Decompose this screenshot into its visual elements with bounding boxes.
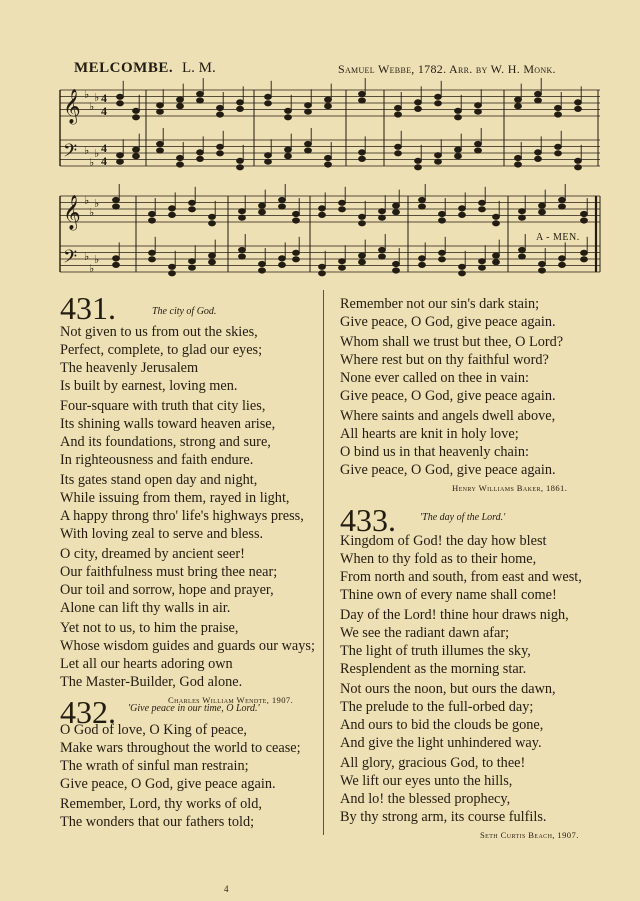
note-head xyxy=(575,100,582,105)
note-head xyxy=(265,94,272,99)
note-head xyxy=(439,250,446,255)
note-head xyxy=(435,153,442,158)
note-head xyxy=(325,162,332,167)
note-head xyxy=(415,106,422,111)
note-head xyxy=(157,141,164,146)
note-head xyxy=(305,103,312,108)
hymn-line: Where saints and angels dwell above, xyxy=(340,408,556,424)
note-head xyxy=(237,158,244,163)
note-head xyxy=(189,265,196,270)
hymn-line: The wrath of sinful man restrain; xyxy=(60,758,249,774)
note-head xyxy=(319,206,326,211)
note-head xyxy=(459,271,466,276)
hymn-line: Its shining walls toward heaven arise, xyxy=(60,416,276,432)
hymn-line: All glory, gracious God, to thee! xyxy=(340,755,526,771)
note-head xyxy=(395,144,402,149)
note-head xyxy=(117,153,124,158)
hymn-line: In righteousness and faith endure. xyxy=(60,452,254,468)
note-head xyxy=(379,247,386,252)
flat-sign-icon: ♭ xyxy=(94,92,100,104)
note-head xyxy=(197,150,204,155)
note-head xyxy=(475,141,482,146)
flat-sign-icon: ♭ xyxy=(94,148,100,160)
note-head xyxy=(519,247,526,252)
note-head xyxy=(285,115,292,120)
note-head xyxy=(279,256,286,261)
note-head xyxy=(535,150,542,155)
note-head xyxy=(197,156,204,161)
note-head xyxy=(581,211,588,216)
flat-sign-icon: ♭ xyxy=(94,198,100,210)
hymn-line: While issuing from them, rayed in light, xyxy=(60,490,290,506)
note-head xyxy=(539,210,546,215)
hymn-line: We see the radiant dawn afar; xyxy=(340,625,510,641)
note-head xyxy=(519,215,526,220)
hymn-line: Whom shall we trust but thee, O Lord? xyxy=(340,334,564,350)
note-head xyxy=(117,94,124,99)
note-head xyxy=(339,259,346,264)
hymn-line: Day of the Lord! thine hour draws nigh, xyxy=(340,607,569,623)
hymn-line: The prelude to the full-orbed day; xyxy=(340,699,534,715)
hymn-line: And give the light unhindered way. xyxy=(340,735,542,751)
note-head xyxy=(217,144,224,149)
note-head xyxy=(415,158,422,163)
hymn-line: Thine own of every name shall come! xyxy=(340,587,557,603)
note-head xyxy=(493,253,500,258)
note-head xyxy=(419,204,426,209)
meter: L. M. xyxy=(182,60,216,76)
note-head xyxy=(209,260,216,265)
hymn-line: Not ours the noon, but ours the dawn, xyxy=(340,681,556,697)
hymn-line: None ever called on thee in vain: xyxy=(340,370,529,386)
note-head xyxy=(393,261,400,266)
bass-clef-icon: 𝄢 xyxy=(63,141,78,166)
note-head xyxy=(217,112,224,117)
column-divider xyxy=(323,290,324,835)
note-head xyxy=(339,265,346,270)
note-head xyxy=(319,264,326,269)
amen-label: A - MEN. xyxy=(536,232,580,243)
note-head xyxy=(415,165,422,170)
note-head xyxy=(279,262,286,267)
hymn-line: Make wars throughout the world to cease; xyxy=(60,740,301,756)
note-head xyxy=(455,108,462,113)
hymn-author-431: Charles William Wendte, 1907. xyxy=(168,695,294,705)
note-head xyxy=(515,155,522,160)
note-head xyxy=(359,98,366,103)
hymn-line: O city, dreamed by ancient seer! xyxy=(60,546,245,562)
hymn-line: Alone can lift thy walls in air. xyxy=(60,600,231,616)
note-head xyxy=(359,156,366,161)
note-head xyxy=(279,204,286,209)
note-head xyxy=(239,209,246,214)
note-head xyxy=(325,155,332,160)
hymn-line: By thy strong arm, its course fulfils. xyxy=(340,809,547,825)
flat-sign-icon: ♭ xyxy=(94,254,100,266)
note-head xyxy=(515,162,522,167)
note-head xyxy=(239,254,246,259)
note-head xyxy=(475,109,482,114)
hymn-number-433: 433. xyxy=(340,502,396,538)
note-head xyxy=(117,101,124,106)
note-head xyxy=(539,203,546,208)
note-head xyxy=(415,100,422,105)
note-head xyxy=(419,197,426,202)
hymn-line: Let all our hearts adoring own xyxy=(60,656,233,672)
hymn-line: With loving zeal to serve and bless. xyxy=(60,526,264,542)
hymn-title-433: 'The day of the Lord.' xyxy=(420,512,506,523)
note-head xyxy=(209,221,216,226)
hymn-line: When to thy fold as to their home, xyxy=(340,551,537,567)
note-head xyxy=(177,162,184,167)
note-head xyxy=(575,158,582,163)
hymn-line: O bind us in that heavenly chain: xyxy=(340,444,529,460)
hymn-line: Perfect, complete, to glad our eyes; xyxy=(60,342,263,358)
note-head xyxy=(285,147,292,152)
note-head xyxy=(519,254,526,259)
note-head xyxy=(359,150,366,155)
note-head xyxy=(305,148,312,153)
note-head xyxy=(293,257,300,262)
composer-credit: Samuel Webbe, 1782. Arr. by W. H. Monk. xyxy=(338,62,556,76)
note-head xyxy=(157,103,164,108)
note-head xyxy=(133,115,140,120)
hymn-line: Four-square with truth that city lies, xyxy=(60,398,266,414)
note-head xyxy=(459,264,466,269)
note-head xyxy=(575,106,582,111)
note-head xyxy=(217,105,224,110)
note-head xyxy=(479,259,486,264)
note-head xyxy=(455,147,462,152)
hymn-number-432: 432. xyxy=(60,694,116,730)
hymn-author-433: Seth Curtis Beach, 1907. xyxy=(480,830,579,840)
hymn-line: Remember, Lord, thy works of old, xyxy=(60,796,262,812)
note-head xyxy=(305,141,312,146)
note-head xyxy=(479,265,486,270)
note-head xyxy=(149,211,156,216)
note-head xyxy=(493,260,500,265)
hymn-line: The Master-Builder, God alone. xyxy=(60,674,243,690)
hymn-line: Give peace, O God, give peace again. xyxy=(340,314,556,330)
note-head xyxy=(217,151,224,156)
flat-sign-icon: ♭ xyxy=(84,251,90,263)
hymn-line: Where rest but on thy faithful word? xyxy=(340,352,549,368)
note-head xyxy=(177,97,184,102)
hymn-line: Give peace, O God, give peace again. xyxy=(340,462,556,478)
note-head xyxy=(149,218,156,223)
note-head xyxy=(359,221,366,226)
note-head xyxy=(209,253,216,258)
note-head xyxy=(479,207,486,212)
note-head xyxy=(535,156,542,161)
note-head xyxy=(157,109,164,114)
note-head xyxy=(539,261,546,266)
note-head xyxy=(265,153,272,158)
note-head xyxy=(379,215,386,220)
flat-sign-icon: ♭ xyxy=(89,263,95,275)
note-head xyxy=(239,215,246,220)
page-number: 4 xyxy=(224,884,229,894)
note-head xyxy=(559,256,566,261)
note-head xyxy=(169,206,176,211)
treble-clef-icon: 𝄞 xyxy=(63,89,81,124)
note-head xyxy=(209,214,216,219)
note-head xyxy=(581,250,588,255)
note-head xyxy=(555,144,562,149)
note-head xyxy=(581,218,588,223)
flat-sign-icon: ♭ xyxy=(89,207,95,219)
note-head xyxy=(555,151,562,156)
note-head xyxy=(133,108,140,113)
note-head xyxy=(515,97,522,102)
note-head xyxy=(113,262,120,267)
hymn-line: And ours to bid the clouds be gone, xyxy=(340,717,544,733)
note-head xyxy=(237,106,244,111)
note-head xyxy=(259,268,266,273)
hymn-line: Give peace, O God, give peace again. xyxy=(340,388,556,404)
note-head xyxy=(113,204,120,209)
hymn-line: Give peace, O God, give peace again. xyxy=(60,776,276,792)
note-head xyxy=(393,203,400,208)
hymn-line: Whose wisdom guides and guards our ways; xyxy=(60,638,315,654)
note-head xyxy=(265,101,272,106)
note-head xyxy=(393,268,400,273)
note-head xyxy=(439,257,446,262)
note-head xyxy=(519,209,526,214)
note-head xyxy=(419,256,426,261)
flat-sign-icon: ♭ xyxy=(89,157,95,169)
note-head xyxy=(359,91,366,96)
hymn-line: All hearts are knit in holy love; xyxy=(340,426,519,442)
note-head xyxy=(265,159,272,164)
hymn-line: Resplendent as the morning star. xyxy=(340,661,527,677)
flat-sign-icon: ♭ xyxy=(84,195,90,207)
note-head xyxy=(395,151,402,156)
note-head xyxy=(305,109,312,114)
note-head xyxy=(379,254,386,259)
music-score xyxy=(56,78,604,296)
note-head xyxy=(559,204,566,209)
treble-clef-icon: 𝄞 xyxy=(63,195,81,230)
hymn-line: We lift our eyes unto the hills, xyxy=(340,773,513,789)
hymn-title-432: 'Give peace in our time, O Lord.' xyxy=(128,703,260,714)
note-head xyxy=(575,165,582,170)
hymn-line: Is built by earnest, loving men. xyxy=(60,378,238,394)
hymn-line: Not given to us from out the skies, xyxy=(60,324,258,340)
note-head xyxy=(149,257,156,262)
note-head xyxy=(339,200,346,205)
hymn-line: From north and south, from east and west, xyxy=(340,569,582,585)
flat-sign-icon: ♭ xyxy=(84,145,90,157)
note-head xyxy=(133,147,140,152)
note-head xyxy=(117,159,124,164)
note-head xyxy=(455,154,462,159)
hymn-line: And lo! the blessed prophecy, xyxy=(340,791,511,807)
note-head xyxy=(113,197,120,202)
note-head xyxy=(555,112,562,117)
note-head xyxy=(555,105,562,110)
note-head xyxy=(359,214,366,219)
note-head xyxy=(285,108,292,113)
note-head xyxy=(339,207,346,212)
hymn-line: A happy throng thro' life's highways press, xyxy=(60,508,304,524)
note-head xyxy=(419,262,426,267)
note-head xyxy=(169,264,176,269)
note-head xyxy=(475,148,482,153)
note-head xyxy=(169,212,176,217)
note-head xyxy=(395,112,402,117)
note-head xyxy=(493,214,500,219)
hymn-line: O God of love, O King of peace, xyxy=(60,722,247,738)
flat-sign-icon: ♭ xyxy=(84,89,90,101)
flat-sign-icon: ♭ xyxy=(89,101,95,113)
note-head xyxy=(189,200,196,205)
note-head xyxy=(439,218,446,223)
note-head xyxy=(535,98,542,103)
note-head xyxy=(359,260,366,265)
note-head xyxy=(559,262,566,267)
note-head xyxy=(559,197,566,202)
note-head xyxy=(435,159,442,164)
hymn-line: The heavenly Jerusalem xyxy=(60,360,199,376)
note-head xyxy=(197,98,204,103)
hymn-line: Our toil and sorrow, hope and prayer, xyxy=(60,582,274,598)
hymn-line: The wonders that our fathers told; xyxy=(60,814,255,830)
note-head xyxy=(459,212,466,217)
note-head xyxy=(493,221,500,226)
note-head xyxy=(435,101,442,106)
note-head xyxy=(515,104,522,109)
note-head xyxy=(455,115,462,120)
note-head xyxy=(239,247,246,252)
note-head xyxy=(359,253,366,258)
hymn-title-431: The city of God. xyxy=(152,306,217,317)
hymn-number-431: 431. xyxy=(60,290,116,326)
note-head xyxy=(479,200,486,205)
tune-name: MELCOMBE. xyxy=(74,60,174,76)
note-head xyxy=(475,103,482,108)
note-head xyxy=(197,91,204,96)
note-head xyxy=(379,209,386,214)
note-head xyxy=(157,148,164,153)
note-head xyxy=(259,210,266,215)
hymn-line: Kingdom of God! the day how blest xyxy=(340,533,547,549)
note-head xyxy=(259,261,266,266)
time-signature: 4 xyxy=(101,141,107,155)
note-head xyxy=(169,271,176,276)
note-head xyxy=(319,271,326,276)
note-head xyxy=(393,210,400,215)
note-head xyxy=(237,165,244,170)
note-head xyxy=(439,211,446,216)
note-head xyxy=(395,105,402,110)
bass-clef-icon: 𝄢 xyxy=(63,247,78,272)
time-signature: 4 xyxy=(101,91,107,105)
note-head xyxy=(535,91,542,96)
note-head xyxy=(319,212,326,217)
note-head xyxy=(293,250,300,255)
hymn-line: Its gates stand open day and night, xyxy=(60,472,258,488)
note-head xyxy=(325,104,332,109)
note-head xyxy=(149,250,156,255)
note-head xyxy=(133,154,140,159)
hymn-line: Remember not our sin's dark stain; xyxy=(340,296,540,312)
note-head xyxy=(435,94,442,99)
hymn-line: And its foundations, strong and sure, xyxy=(60,434,271,450)
hymn-line: Yet not to us, to him the praise, xyxy=(60,620,239,636)
note-head xyxy=(293,211,300,216)
note-head xyxy=(113,256,120,261)
note-head xyxy=(177,104,184,109)
note-head xyxy=(177,155,184,160)
note-head xyxy=(279,197,286,202)
note-head xyxy=(293,218,300,223)
note-head xyxy=(325,97,332,102)
note-head xyxy=(539,268,546,273)
note-head xyxy=(581,257,588,262)
hymn-line: The light of truth illumes the sky, xyxy=(340,643,531,659)
note-head xyxy=(285,154,292,159)
note-head xyxy=(459,206,466,211)
hymn-author-432: Henry Williams Baker, 1861. xyxy=(452,483,568,493)
hymn-line: Our faithfulness must bring thee near; xyxy=(60,564,278,580)
note-head xyxy=(189,259,196,264)
note-head xyxy=(189,207,196,212)
time-signature: 4 xyxy=(101,154,107,168)
time-signature: 4 xyxy=(101,104,107,118)
note-head xyxy=(237,100,244,105)
note-head xyxy=(259,203,266,208)
